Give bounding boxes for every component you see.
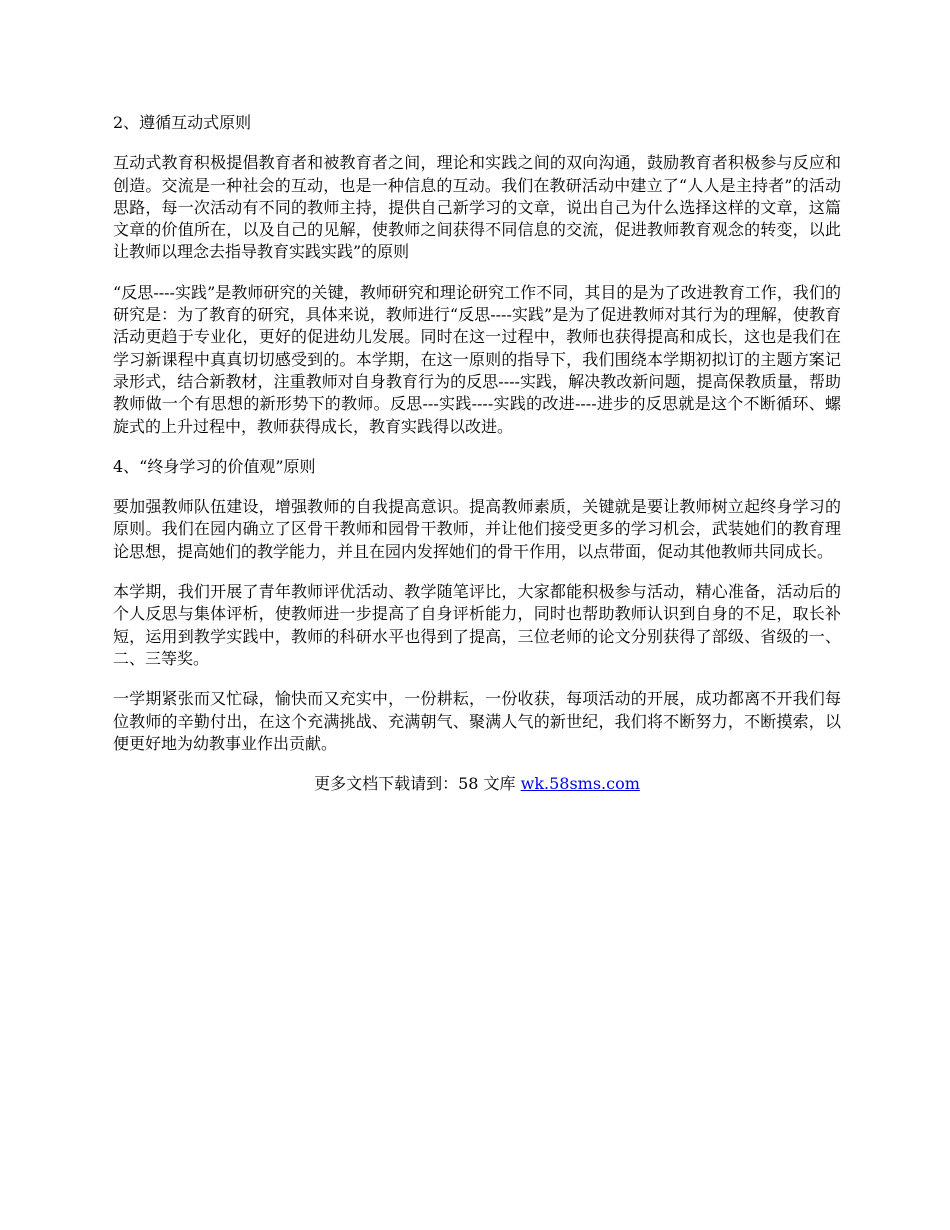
document-page — [113, 112, 841, 795]
paragraph-interactive-principle: 互动式教育积极提倡教育者和被教育者之间，理论和实践之间的双向沟通，鼓励教育者积极参与反应和创造。交流是一种社会的互动，也是一种信息的互动。我们在教研活动中建立了“人人是主持者”的活动思路，每一次活动有不同的教师主持，提供自己新学习的文章，说出自己为什么选择这样的文章，这篇文章的价值所在，以及自己的见解，使教师之间获得不同信息的交流，促进教师教育观念的转变，以此让教师以理念去指导教育实践实践”的原则 — [113, 153, 841, 262]
section-heading-2: 2、遵循互动式原则 — [113, 113, 252, 132]
paragraph-reflection-practice: “反思----实践”是教师研究的关键，教师研究和理论研究工作不同，其目的是为了改进教育工作，我们的研究是：为了教育的研究，具体来说，教师进行“反思----实践”是为了促进教师对其行为的理解，使教育活动更趋于专业化，更好的促进幼儿发展。同时在这一过程中，教师也获得提高和成长，这也是我们在学习新课程中真真切切感受到的。本学期，在这一原则的指导下，我们围绕本学期初拟订的主题方案记录形式，结合新教材，注重教师对自身教育行为的反思----实践，解决教改新问题，提高保教质量，帮助教师做一个有思想的新形势下的教师。反思---实践----实践的改进----进步的反思就是这个不断循环、螺旋式的上升过程中，教师获得成长，教育实践得以改进。 — [113, 282, 841, 436]
paragraph-conclusion: 一学期紧张而又忙碌，愉快而又充实中，一份耕耘，一份收获，每项活动的开展，成功都离不开我们每位教师的辛勤付出，在这个充满挑战、充满朝气、聚满人气的新世纪，我们将不断努力，不断摸索，以便更好地为幼教事业作出贡献。 — [113, 689, 841, 753]
paragraph-semester-activities: 本学期，我们开展了青年教师评优活动、教学随笔评比，大家都能积极参与活动，精心准备，活动后的个人反思与集体评析，使教师进一步提高了自身评析能力，同时也帮助教师认识到自身的不足，取长补短，运用到教学实践中，教师的科研水平也得到了提高，三位老师的论文分别获得了部级、省级的一、二、三等奖。 — [113, 582, 841, 668]
wenku-link[interactable]: wk.58sms.com — [520, 774, 640, 794]
download-footer — [113, 773, 841, 795]
section-heading-4: 4、“终身学习的价值观”原则 — [113, 456, 316, 476]
paragraph-teacher-development: 要加强教师队伍建设，增强教师的自我提高意识。提高教师素质，关键就是要让教师树立起终身学习的原则。我们在园内确立了区骨干教师和园骨干教师，并让他们接受更多的学习机会，武装她们的教育理论思想，提高她们的教学能力，并且在园内发挥她们的骨干作用，以点带面，促动其他教师共同成长。 — [113, 497, 841, 561]
footer-prefix-text: 更多文档下载请到：58 文库 — [314, 774, 521, 794]
